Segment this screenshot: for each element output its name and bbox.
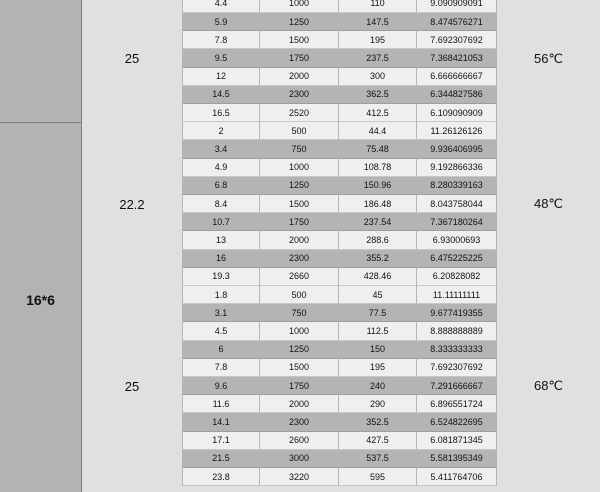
flow-cell: 13 [182,231,260,249]
table-row [182,450,497,468]
table-row [182,213,497,231]
table-row [182,0,497,13]
power-cell: 290 [339,395,417,413]
table-row [182,395,497,413]
ratio-cell: 6.93000693 [417,231,497,249]
ratio-cell: 11.11111111 [417,286,497,304]
table-row [182,268,497,286]
speed-cell: 2300 [260,86,339,104]
flow-cell: 19.3 [182,268,260,286]
flow-cell: 3.1 [182,304,260,322]
flow-cell: 3.4 [182,140,260,158]
pressure-cell [82,122,182,286]
temperature-value: 48℃ [533,196,564,212]
pressure-cell [82,0,182,122]
flow-cell: 6 [182,341,260,359]
speed-cell: 1500 [260,195,339,213]
table-row [182,159,497,177]
power-cell: 110 [339,0,417,13]
ratio-cell: 6.109090909 [417,104,497,122]
ratio-cell: 6.666666667 [417,68,497,86]
table-row [182,322,497,340]
pressure-value: 22.2 [119,196,145,212]
power-cell: 300 [339,68,417,86]
table-row [182,231,497,249]
power-cell: 595 [339,468,417,486]
flow-cell: 4.5 [182,322,260,340]
table-row [182,104,497,122]
table-row [182,377,497,395]
flow-cell: 14.1 [182,413,260,431]
flow-cell: 8.4 [182,195,260,213]
table-row [182,413,497,431]
speed-cell: 2300 [260,413,339,431]
flow-cell: 4.4 [182,0,260,13]
ratio-cell: 8.043758044 [417,195,497,213]
speed-cell: 2000 [260,395,339,413]
size-label-cell [0,0,82,492]
flow-cell: 7.8 [182,31,260,49]
flow-cell: 17.1 [182,432,260,450]
pressure-value: 25 [124,51,140,66]
temperature-cell [497,0,600,122]
ratio-cell: 9.677419355 [417,304,497,322]
speed-cell: 1750 [260,49,339,67]
power-cell: 428.46 [339,268,417,286]
power-cell: 45 [339,286,417,304]
flow-cell: 2 [182,122,260,140]
temperature-cell [497,122,600,286]
ratio-cell: 6.081871345 [417,432,497,450]
table-row [182,68,497,86]
power-cell: 352.5 [339,413,417,431]
ratio-cell: 7.692307692 [417,31,497,49]
speed-cell: 500 [260,286,339,304]
speed-cell: 1250 [260,341,339,359]
ratio-cell: 8.888888889 [417,322,497,340]
speed-cell: 3000 [260,450,339,468]
ratio-cell: 7.291666667 [417,377,497,395]
ratio-cell: 6.20828082 [417,268,497,286]
power-cell: 112.5 [339,322,417,340]
power-cell: 355.2 [339,250,417,268]
power-cell: 186.48 [339,195,417,213]
flow-cell: 4.9 [182,159,260,177]
flow-cell: 5.9 [182,13,260,31]
table-row [182,49,497,67]
table-row [182,359,497,377]
power-cell: 288.6 [339,231,417,249]
speed-cell: 2000 [260,68,339,86]
flow-cell: 10.7 [182,213,260,231]
power-cell: 150 [339,341,417,359]
ratio-cell: 6.524822695 [417,413,497,431]
power-cell: 362.5 [339,86,417,104]
pressure-cell [82,286,182,486]
speed-cell: 1500 [260,31,339,49]
power-cell: 147.5 [339,13,417,31]
ratio-cell: 8.280339163 [417,177,497,195]
speed-cell: 1500 [260,359,339,377]
flow-cell: 11.6 [182,395,260,413]
speed-cell: 1250 [260,177,339,195]
ratio-cell: 6.475225225 [417,250,497,268]
ratio-cell: 7.367180264 [417,213,497,231]
ratio-cell: 7.692307692 [417,359,497,377]
speed-cell: 750 [260,304,339,322]
flow-cell: 7.8 [182,359,260,377]
speed-cell: 2520 [260,104,339,122]
power-cell: 150.96 [339,177,417,195]
speed-cell: 1000 [260,159,339,177]
table-row [182,122,497,140]
table-row [182,304,497,322]
speed-cell: 1000 [260,0,339,13]
speed-cell: 2600 [260,432,339,450]
table-row [182,195,497,213]
flow-cell: 12 [182,68,260,86]
size-divider [0,122,82,123]
speed-cell: 2660 [260,268,339,286]
speed-cell: 2000 [260,231,339,249]
flow-cell: 16.5 [182,104,260,122]
flow-cell: 6.8 [182,177,260,195]
ratio-cell: 9.192866336 [417,159,497,177]
speed-cell: 500 [260,122,339,140]
speed-cell: 3220 [260,468,339,486]
ratio-cell: 8.333333333 [417,341,497,359]
table-row [182,250,497,268]
temperature-value: 56℃ [533,50,564,66]
flow-cell: 23.8 [182,468,260,486]
power-cell: 412.5 [339,104,417,122]
flow-cell: 16 [182,250,260,268]
ratio-cell: 9.090909091 [417,0,497,13]
power-cell: 77.5 [339,304,417,322]
power-cell: 108.78 [339,159,417,177]
table-row [182,341,497,359]
flow-cell: 14.5 [182,86,260,104]
ratio-cell: 6.896551724 [417,395,497,413]
table-row [182,286,497,304]
power-cell: 537.5 [339,450,417,468]
power-cell: 427.5 [339,432,417,450]
ratio-cell: 8.474576271 [417,13,497,31]
power-cell: 195 [339,31,417,49]
flow-cell: 9.6 [182,377,260,395]
power-cell: 237.54 [339,213,417,231]
size-label: 16*6 [26,292,55,308]
power-cell: 44.4 [339,122,417,140]
ratio-cell: 11.26126126 [417,122,497,140]
table-row [182,432,497,450]
table-row [182,13,497,31]
flow-cell: 21.5 [182,450,260,468]
power-cell: 240 [339,377,417,395]
power-cell: 75.48 [339,140,417,158]
flow-cell: 1.8 [182,286,260,304]
speed-cell: 1750 [260,213,339,231]
speed-cell: 1000 [260,322,339,340]
speed-cell: 1250 [260,13,339,31]
pressure-value: 25 [124,378,140,394]
table-row [182,177,497,195]
flow-cell: 9.5 [182,49,260,67]
ratio-cell: 5.581395349 [417,450,497,468]
speed-cell: 2300 [260,250,339,268]
power-cell: 237.5 [339,49,417,67]
ratio-cell: 5.411764706 [417,468,497,486]
speed-cell: 750 [260,140,339,158]
ratio-cell: 7.368421053 [417,49,497,67]
ratio-cell: 9.936406995 [417,140,497,158]
power-cell: 195 [339,359,417,377]
temperature-value: 68℃ [533,378,564,394]
ratio-cell: 6.344827586 [417,86,497,104]
temperature-cell [497,286,600,486]
table-row [182,86,497,104]
table-row [182,31,497,49]
table-row [182,140,497,158]
table-row [182,468,497,486]
speed-cell: 1750 [260,377,339,395]
